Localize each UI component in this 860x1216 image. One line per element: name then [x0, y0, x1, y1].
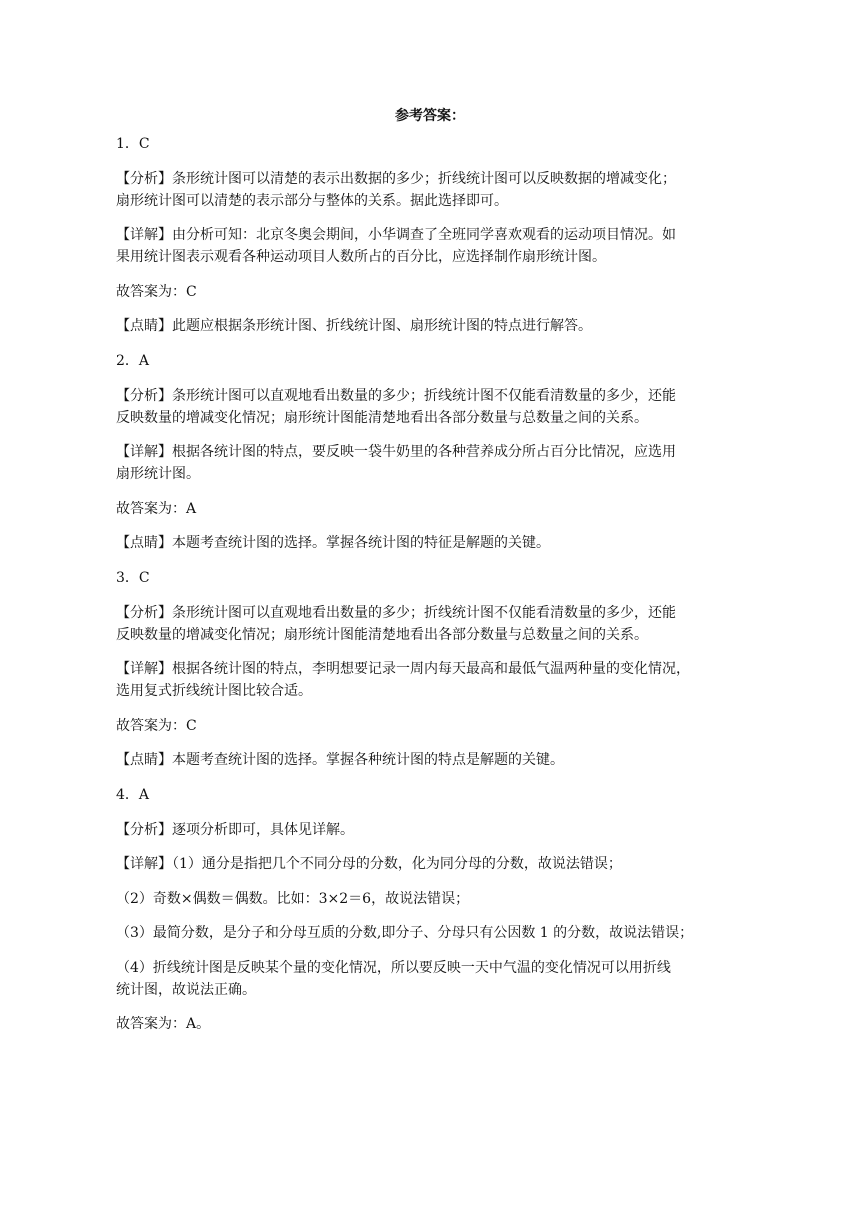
text-line: 【详解】由分析可知：北京冬奥会期间，小华调查了全班同学喜欢观看的运动项目情况。如	[116, 227, 676, 244]
text-line: 【详解】根据各统计图的特点，要反映一袋牛奶里的各种营养成分所占百分比情况，应选用	[116, 444, 676, 461]
answer-content	[116, 133, 734, 1048]
answer-paragraph	[116, 498, 734, 520]
answer-paragraph	[116, 281, 734, 303]
answer-paragraph	[116, 819, 734, 841]
text-line: 故答案为：C	[116, 717, 197, 734]
text-line: 【分析】条形统计图可以清楚的表示出数据的多少；折线统计图可以反映数据的增减变化；	[116, 170, 676, 187]
text-line: 【点睛】本题考查统计图的选择。掌握各种统计图的特点是解题的关键。	[116, 752, 564, 769]
text-line: 3．C	[116, 569, 150, 586]
answer-paragraph	[116, 715, 734, 737]
answer-paragraph	[116, 888, 734, 910]
answer-paragraph	[116, 441, 734, 485]
text-line: 扇形统计图。	[116, 466, 200, 483]
text-line: 反映数量的增减变化情况；扇形统计图能清楚地看出各部分数量与总数量之间的关系。	[116, 626, 648, 643]
answer-paragraph	[116, 784, 734, 806]
answer-paragraph	[116, 532, 734, 554]
text-line: 【详解】根据各统计图的特点，李明想要记录一周内每天最高和最低气温两种量的变化情况，	[116, 661, 690, 678]
answer-paragraph	[116, 168, 734, 212]
text-line: 果用统计图表示观看各种运动项目人数所占的百分比，应选择制作扇形统计图。	[116, 249, 606, 266]
text-line: 故答案为：A	[116, 500, 197, 517]
text-line: 【分析】逐项分析即可，具体见详解。	[116, 821, 354, 838]
text-line: 【点睛】此题应根据条形统计图、折线统计图、扇形统计图的特点进行解答。	[116, 318, 592, 335]
text-line: 4．A	[116, 786, 150, 803]
text-line: 【详解】（1）通分是指把几个不同分母的分数，化为同分母的分数，故说法错误；	[116, 856, 622, 873]
answer-paragraph	[116, 385, 734, 429]
text-line: 2．A	[116, 352, 150, 369]
text-line: 【分析】条形统计图可以直观地看出数量的多少；折线统计图不仅能看清数量的多少，还能	[116, 387, 676, 404]
text-line: （3）最简分数，是分子和分母互质的分数,即分子、分母只有公因数 1 的分数，故说法错误；	[116, 925, 694, 942]
answer-paragraph	[116, 133, 734, 155]
text-line: 【点睛】本题考查统计图的选择。掌握各统计图的特征是解题的关键。	[116, 535, 550, 552]
text-line: （4）折线统计图是反映某个量的变化情况，所以要反映一天中气温的变化情况可以用折线	[116, 959, 671, 976]
answer-paragraph	[116, 658, 734, 702]
answer-paragraph	[116, 350, 734, 372]
answer-paragraph	[116, 224, 734, 268]
text-line: 扇形统计图可以清楚的表示部分与整体的关系。据此选择即可。	[116, 192, 508, 209]
text-line: 选用复式折线统计图比较合适。	[116, 683, 312, 700]
answer-paragraph	[116, 567, 734, 589]
answer-paragraph	[116, 315, 734, 337]
text-line: 1．C	[116, 136, 150, 152]
answer-paragraph	[116, 602, 734, 646]
text-line: 反映数量的增减变化情况；扇形统计图能清楚地看出各部分数量与总数量之间的关系。	[116, 409, 648, 426]
answer-paragraph	[116, 749, 734, 771]
text-line: 故答案为：C	[116, 283, 197, 300]
text-line: （2）奇数×偶数＝偶数。比如：3×2＝6，故说法错误；	[116, 890, 470, 907]
text-line: 统计图，故说法正确。	[116, 981, 256, 998]
text-line: 故答案为：A。	[116, 1016, 211, 1033]
page-title: 参考答案：	[395, 108, 465, 124]
answer-paragraph	[116, 853, 734, 875]
answer-paragraph	[116, 922, 734, 944]
text-line: 【分析】条形统计图可以直观地看出数量的多少；折线统计图不仅能看清数量的多少，还能	[116, 604, 676, 621]
answer-paragraph	[116, 1013, 734, 1035]
answer-paragraph	[116, 957, 734, 1001]
